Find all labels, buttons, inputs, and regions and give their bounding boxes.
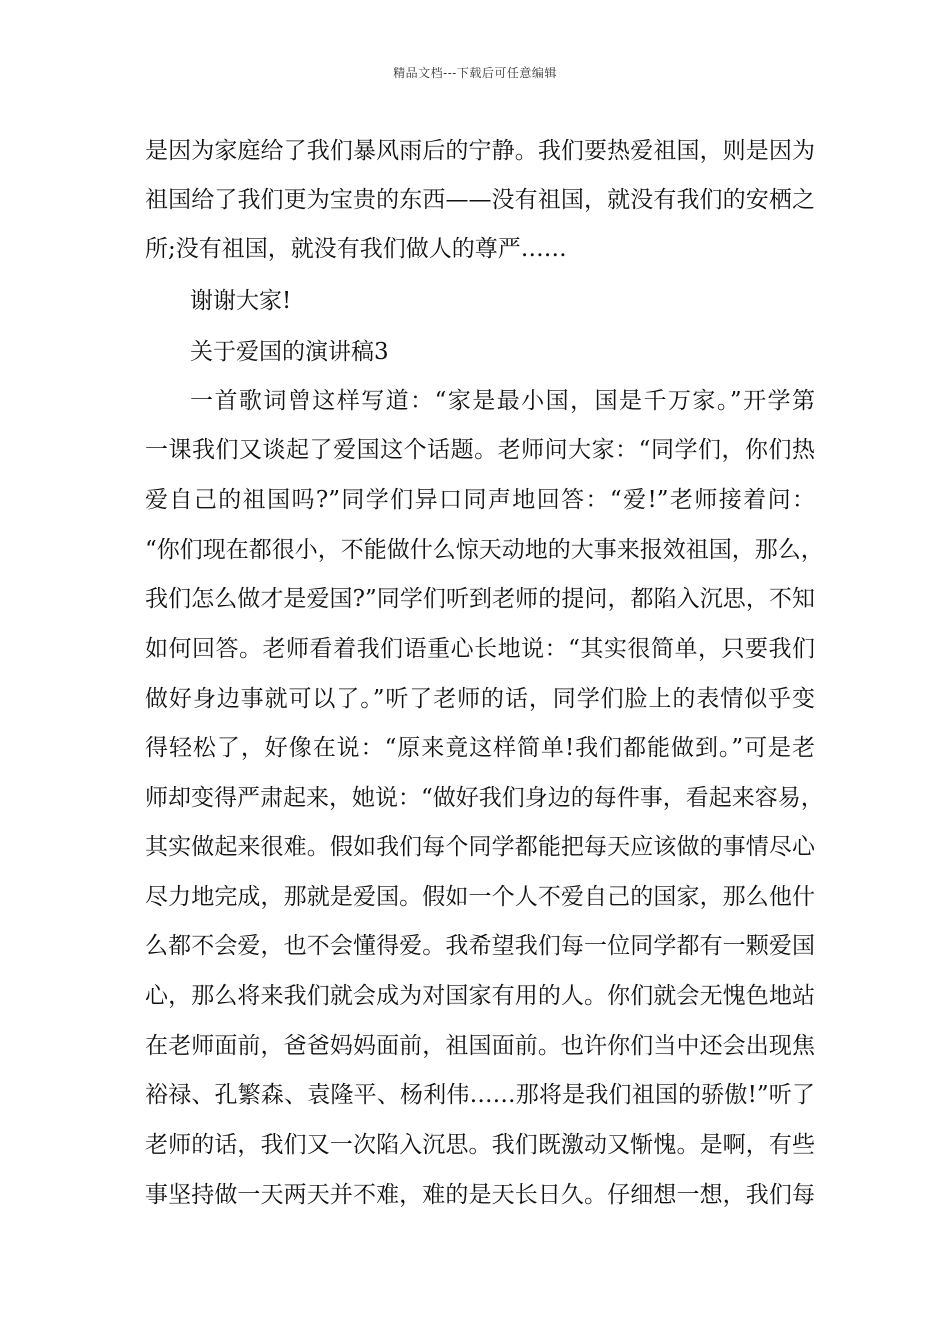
paragraph-line: 是因为家庭给了我们暴风雨后的宁静。我们要热爱祖国，则是因为 [145, 138, 815, 164]
paragraph-line: 爱自己的祖国吗?”同学们异口同声地回答：“爱!”老师接着问： [145, 487, 815, 513]
paragraph-line: 我们怎么做才是爱国?”同学们听到老师的提问，都陷入沉思，不知 [145, 586, 815, 612]
paragraph-line: 师却变得严肃起来，她说：“做好我们身边的每件事，看起来容易， [145, 785, 824, 811]
page-header: 精品文档---下载后可任意编辑 [393, 66, 557, 80]
section-title: 关于爱国的演讲稿3 [190, 339, 389, 365]
paragraph-line: 心，那么将来我们就会成为对国家有用的人。你们就会无愧色地站 [145, 983, 815, 1009]
paragraph-line: 么都不会爱，也不会懂得爱。我希望我们每一位同学都有一颗爱国 [145, 933, 815, 959]
paragraph-line: 在老师面前，爸爸妈妈面前，祖国面前。也许你们当中还会出现焦 [145, 1033, 815, 1059]
paragraph-line: 尽力地完成，那就是爱国。假如一个人不爱自己的国家，那么他什 [145, 884, 815, 910]
paragraph-line: 裕禄、孔繁森、袁隆平、杨利伟……那将是我们祖国的骄傲!”听了 [145, 1082, 815, 1108]
closing-line: 谢谢大家! [190, 288, 292, 314]
paragraph-line: 所;没有祖国，就没有我们做人的尊严…… [145, 236, 567, 262]
paragraph-line: 事坚持做一天两天并不难，难的是天长日久。仔细想一想，我们每 [145, 1182, 815, 1208]
paragraph-line: 做好身边事就可以了。”听了老师的话，同学们脸上的表情似乎变 [145, 686, 815, 712]
paragraph-line: “你们现在都很小，不能做什么惊天动地的大事来报效祖国，那么， [145, 537, 824, 563]
paragraph-line: 老师的话，我们又一次陷入沉思。我们既激动又惭愧。是啊，有些 [145, 1132, 815, 1158]
paragraph-line: 一首歌词曾这样写道：“家是最小国，国是千万家。”开学第 [190, 388, 815, 414]
paragraph-line: 如何回答。老师看着我们语重心长地说：“其实很简单，只要我们 [145, 636, 815, 662]
paragraph-line: 其实做起来很难。假如我们每个同学都能把每天应该做的事情尽心 [145, 834, 815, 860]
paragraph-line: 一课我们又谈起了爱国这个话题。老师问大家：“同学们，你们热 [145, 437, 815, 463]
paragraph-line: 祖国给了我们更为宝贵的东西——没有祖国，就没有我们的安栖之 [145, 187, 815, 213]
paragraph-line: 得轻松了，好像在说：“原来竟这样简单!我们都能做到。”可是老 [145, 735, 815, 761]
